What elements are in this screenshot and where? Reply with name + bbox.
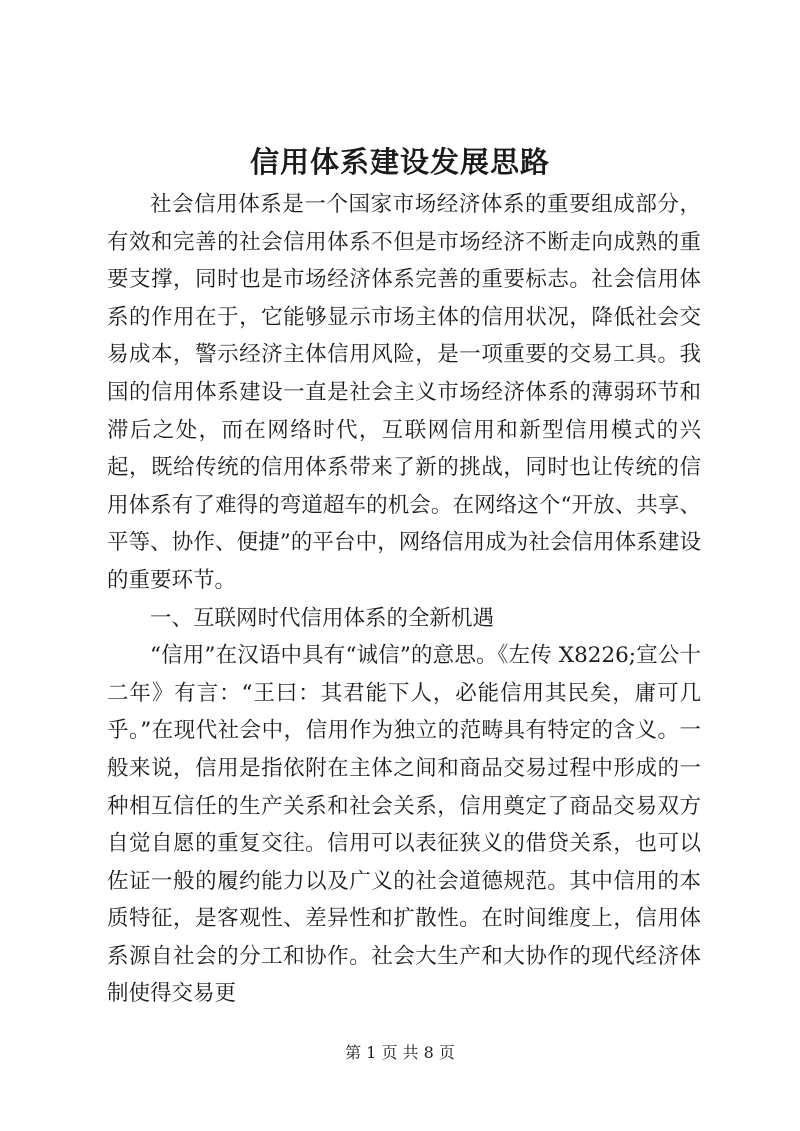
document-title: 信用体系建设发展思路	[249, 145, 550, 179]
document-body	[107, 186, 701, 1013]
page-footer: 第 1 页 共 8 页	[345, 1043, 455, 1062]
paragraph-intro: 社会信用体系是一个国家市场经济体系的重要组成部分，有效和完善的社会信用体系不但是市场经济不断走向成熟的重要支撑，同时也是市场经济体系完善的重要标志。社会信用体系的作用在于，它能够显示市场主体的信用状况，降低社会交易成本，警示经济主体信用风险，是一项重要的交易工具。我国的信用体系建设一直是社会主义市场经济体系的薄弱环节和滞后之处，而在网络时代，互联网信用和新型信用模式的兴起，既给传统的信用体系带来了新的挑战，同时也让传统的信用体系有了难得的弯道超车的机会。在网络这个“开放、共享、平等、协作、便捷”的平台中，网络信用成为社会信用体系建设的重要环节。	[107, 192, 701, 593]
paragraph-credit-meaning: “信用”在汉语中具有“诚信”的意思。《左传 X8226;宣公十二年》有言：“王曰：其君能下人，必能信用其民矣，庸可几乎。”在现代社会中，信用作为独立的范畴具有特定的含义。一般来说，信用是指依附在主体之间和商品交易过程中形成的一种相互信任的生产关系和社会关系，信用奠定了商品交易双方自觉自愿的重复交往。信用可以表征狭义的借贷关系，也可以佐证一般的履约能力以及广义的社会道德规范。其中信用的本质特征，是客观性、差异性和扩散性。在时间维度上，信用体系源自社会的分工和协作。社会大生产和大协作的现代经济体制使得交易更	[107, 643, 701, 1007]
section-heading: 一、互联网时代信用体系的全新机遇	[150, 605, 495, 631]
